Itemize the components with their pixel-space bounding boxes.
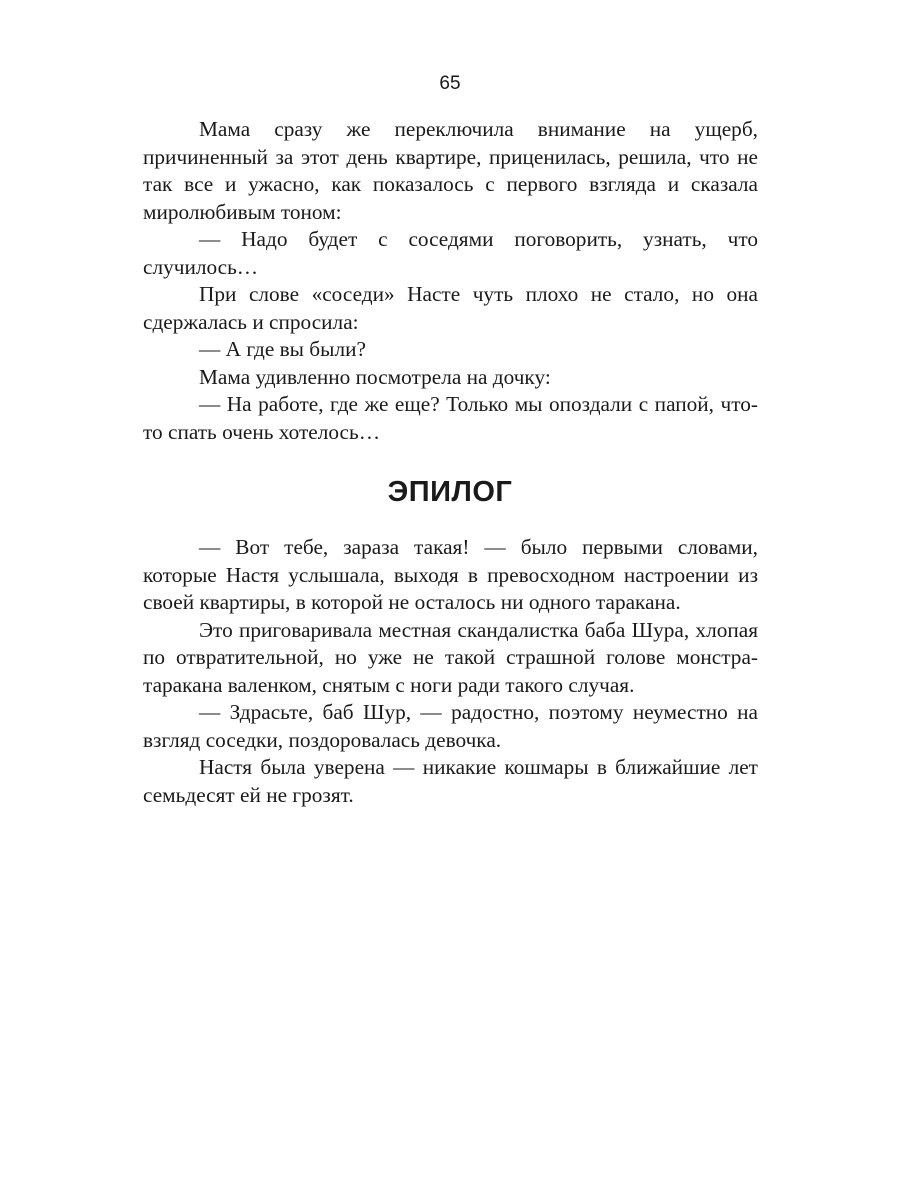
page-number: 65 — [439, 73, 461, 94]
text-block-before-epilogue — [143, 116, 758, 446]
chapter-heading: ЭПИЛОГ — [387, 476, 513, 508]
paragraph: Мама сразу же переключила внимание на ущерб, причиненный за этот день квартире, приценилась, решила, что не так все и ужасно, как показалось с первого взгляда и сказала миролюбивым тоном: — [143, 117, 758, 224]
paragraph: — Здрасьте, баб Шур, — радостно, поэтому неуместно на взгляд соседки, поздоровалась девочка. — [143, 700, 758, 752]
text-block-epilogue — [143, 534, 758, 809]
paragraph: Мама удивленно посмотрела на дочку: — [199, 364, 551, 389]
paragraph: — На работе, где же еще? Только мы опоздали с папой, что-то спать очень хотелось… — [143, 392, 758, 444]
paragraph: — Надо будет с соседями поговорить, узнать, что случилось… — [143, 227, 758, 279]
paragraph: Это приговаривала местная скандалистка баба Шура, хлопая по отвратительной, но уже не такой страшной голове монстра-таракана валенком, снятым с ноги ради такого случая. — [143, 617, 758, 697]
paragraph: — А где вы были? — [199, 337, 366, 361]
paragraph: При слове «соседи» Насте чуть плохо не стало, но она сдержалась и спросила: — [143, 282, 758, 334]
paragraph: Настя была уверена — никакие кошмары в ближайшие лет семьдесят ей не грозят. — [143, 755, 758, 807]
paragraph: — Вот тебе, зараза такая! — было первыми словами, которые Настя услышала, выходя в превосходном настроении из своей квартиры, в которой не осталось ни одного таракана. — [143, 535, 758, 614]
